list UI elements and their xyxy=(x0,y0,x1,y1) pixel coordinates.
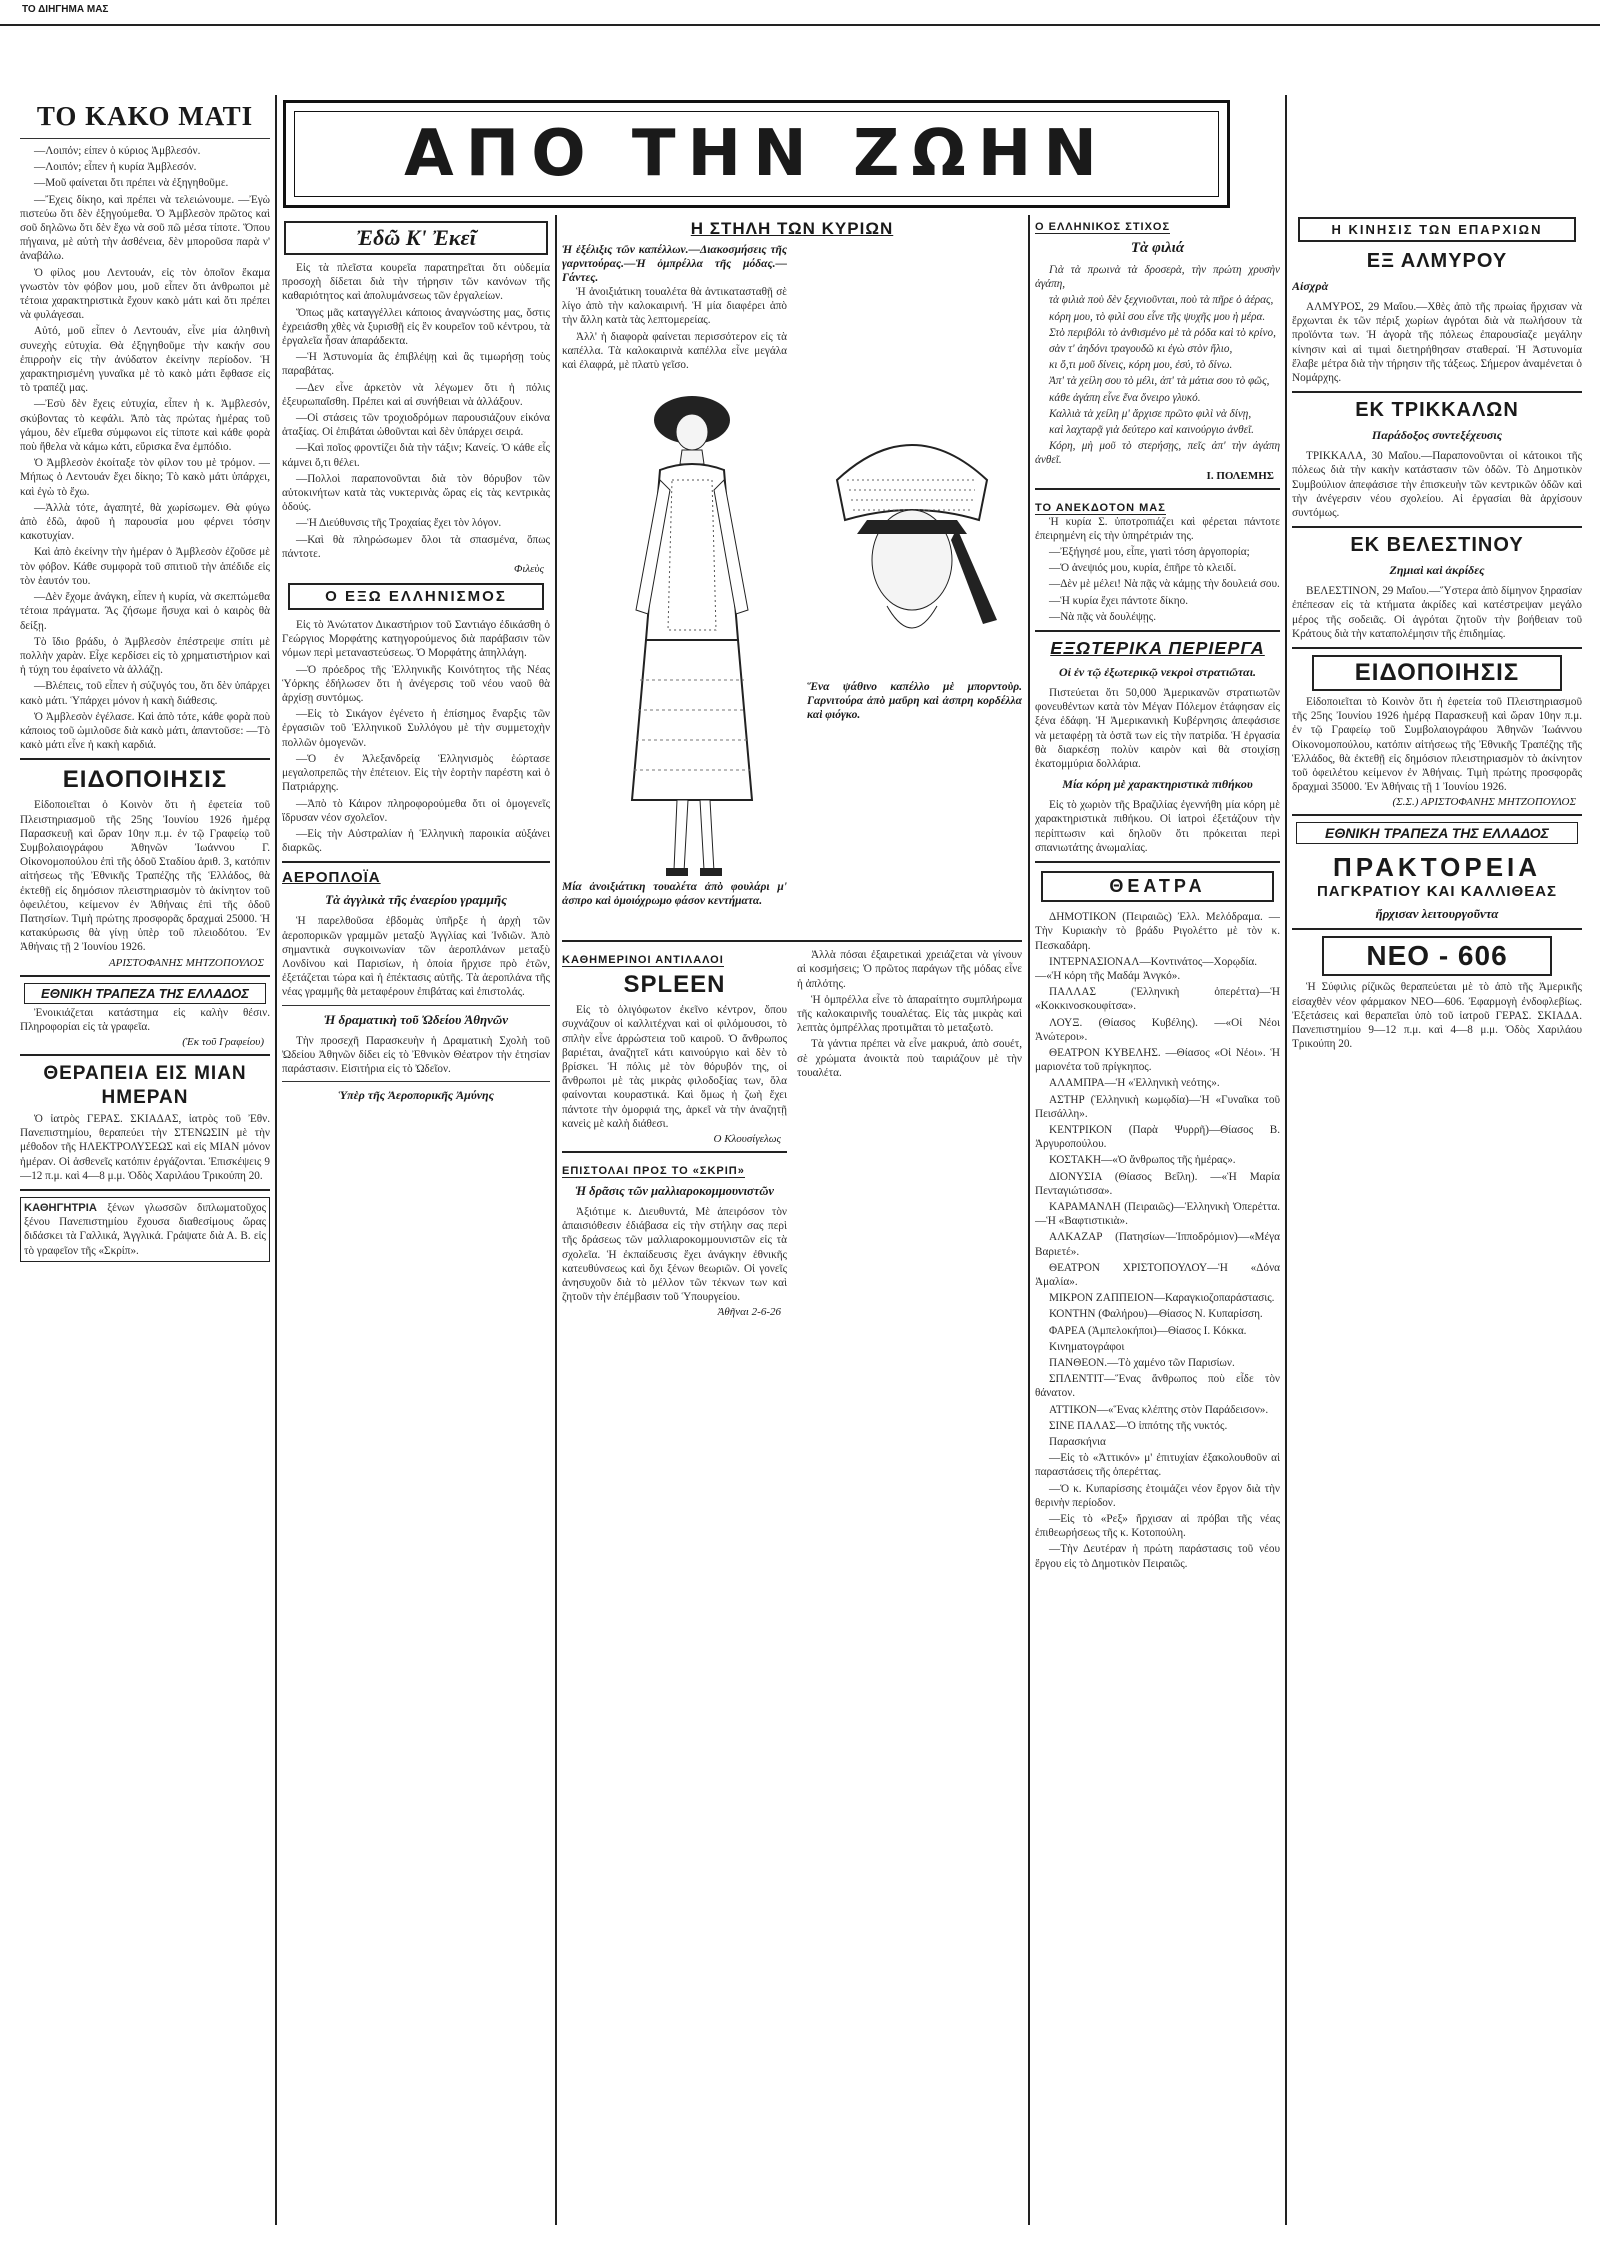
column-3 xyxy=(562,215,1022,2225)
story-paragraph: Τὸ ἴδιο βράδυ, ὁ Ἀμβλεσὸν ἐπέστρεψε σπίτι μὲ πολλὴν χαρὰν. Εἶχε κερδίσει εἰς τὸ χρηματιστήριον καὶ ἡ τύχη του ἐφαίνετο νὰ ἀλλάζῃ. xyxy=(20,635,270,677)
column-2 xyxy=(282,215,550,2225)
theatre-listing: ΑΣΤΗΡ (Ἑλληνικὴ κωμῳδία)—Ἡ «Γυναῖκα τοῦ Πεισάλλη». xyxy=(1035,1093,1280,1120)
exo-paragraph: —Εἰς τὸ Σικάγον ἐγένετο ἡ ἐπίσημος ἔναρξις τῶν ἐργασιῶν τοῦ Ἑλληνικοῦ Συλλόγου μὲ τὴν συμμετοχὴν πολλῶν ὁμογενῶν. xyxy=(282,708,550,749)
edo-kek-paragraph: —Δεν εἶνε ἀρκετὸν νὰ λέγωμεν ὅτι ἡ πόλις ἐξευρωπαΐσθη. Πρέπει καὶ αἱ συνήθειαι νὰ ἀλλάξουν. xyxy=(282,381,550,408)
divider xyxy=(20,975,270,977)
divider xyxy=(1292,928,1582,930)
theatre-listing: —Τὴν Δευτέραν ἡ πρώτη παράστασις τοῦ νέου ἔργου εἰς τὸ Δημοτικὸν Πειραιῶς. xyxy=(1035,1543,1280,1570)
theatre-listing: —Εἰς τὸ «Ἀττικόν» μ' ἐπιτυχίαν ἐξακολουθοῦν αἱ παραστάσεις τῆς ὀπερέττας. xyxy=(1035,1452,1280,1479)
right-lower xyxy=(797,948,1022,1322)
edo-kek-paragraph: —Καὶ θὰ πληρώσωμεν ὅλοι τὰ σπασμένα, ὅπως πάντοτε. xyxy=(282,533,550,560)
spleen-title: SPLEEN xyxy=(623,971,726,999)
neo606-text: Ἡ Σύφιλις ρίζικῶς θεραπεύεται μὲ τὸ ἀπὸ τῆς Ἀμερικῆς εἰσαχθὲν νέον φάρμακον ΝΕΟ—606. Ἐφαρμογὴ ἐνδοφλεβίως. Ἐξετάσεις καὶ θεραπεῖαι ὑπὸ τοῦ ἰατροῦ ΓΕΡΑΣ. ΣΚΙΑΔΑ. Πανεπιστημίου 9—12 π.μ. καὶ 4—8 μ.μ. Ὁδὸς Χαριλάου Τρικούπη 20. xyxy=(1292,981,1582,1051)
column-4 xyxy=(1035,215,1280,2225)
column-rule xyxy=(1028,215,1030,2225)
theatre-listing: ΘΕΑΤΡΟΝ ΚΥΒΕΛΗΣ. —Θίασος «Οἱ Νέοι». Ἡ μαριονέτα τοῦ πρίγκηπος. xyxy=(1035,1046,1280,1074)
aero-title: ΑΕΡΟΠΛΟΪΑ xyxy=(282,869,381,887)
theatre-listing: Παρασκήνια xyxy=(1049,1436,1106,1448)
poem-line: Κόρη, μὴ μοῦ τὸ στερήσῃς, πεῖς ἀπ' τὴν ἀγάπη ἀνθεῖ. xyxy=(1035,440,1280,467)
ladies-lead-left xyxy=(562,243,787,374)
therapy-title: ΘΕΡΑΠΕΙΑ ΕΙΣ ΜΙΑΝ ΗΜΕΡΑΝ xyxy=(43,1062,247,1108)
edo-kek-title: Ἐδῶ Κ' Ἐκεῖ xyxy=(284,221,548,255)
theatre-listing: ΣΠΛΕΝΤΙΤ—Ἕνας ἄνθρωπος ποὺ εἶδε τὸν θάνατον. xyxy=(1035,1373,1280,1400)
divider xyxy=(20,1189,270,1191)
hat-caption xyxy=(807,680,1022,722)
theatre-listing: ΚΑΡΑΜΑΝΛΗ (Πειραιῶς)—Ἑλληνικὴ Ὀπερέττα. —Ἡ «Βαφτιστικιὰ». xyxy=(1035,1200,1280,1228)
tutor-ad xyxy=(20,1197,270,1262)
divider xyxy=(282,861,550,863)
theatre-listing: ΛΟΥΞ. (Θίασος Κυβέλης). —«Οἱ Νέοι Ἀνώτεροι». xyxy=(1035,1016,1280,1043)
edo-kek-paragraph: Εἰς τὰ πλεῖστα κουρεῖα παρατηρεῖται ὅτι οὐδεμία προσοχὴ δίδεται διὰ τὴν τήρησιν τῶν κανόνων τῆς καθαριότητος καὶ ἀπολυμάνσεως τῶν ἐργαλείων. xyxy=(282,262,550,303)
notice-text: Εἰδοποιεῖται ὁ Κοινὸν ὅτι ἡ ἐφετεία τοῦ Πλειστηριασμοῦ τῆς 25ης Ἰουνίου 1926 ἡμέρᾳ Παρασκευῇ καὶ ὥραν 10ην π.μ. ἐν τῷ Γραφείῳ τοῦ Συμβολαιογράφου Ἀθηνῶν Ἰωάννου Γ. Οἰκονομοπούλου ἐπὶ τῆς ὁδοῦ Σταδίου ἀριθ. 3, κατόπιν αἰτήσεως τῆς Ἐθνικῆς Τραπέζης τῆς Ἑλλάδος, θὰ ἐκτεθῇ εἰς δημόσιον πλειστηριασμὸν τὸ ἀκίνητον τοῦ ὀφειλέτου, κείμενον ἐν Ἀθήναις ἐπὶ τῆς ὁδοῦ Πατησίων. Τιμὴ πρώτης προσφορᾶς δραχμαὶ 25000. Ἡ κατακύρωσις θὰ γίνῃ ὑπὲρ τοῦ πλειοδότου. Ἐν Ἀθήναις τῇ 2 Ἰουνίου 1926. xyxy=(20,799,270,954)
theatre-listing: —Ὁ κ. Κυπαρίσσης ἑτοιμάζει νέον ἔργον διὰ τὴν θερινὴν περίοδον. xyxy=(1035,1482,1280,1509)
poem-line: σὰν τ' ἀηδόνι τραγουδῶ κι ἐγὼ στὸν ἥλιο, xyxy=(1049,343,1233,356)
poem-line: τὰ φιλιὰ ποὺ δὲν ξεχνιοῦνται, ποὺ τὰ πῆρε ὁ ἀέρας, xyxy=(1049,294,1274,307)
agencies-title: ΠΡΑΚΤΟΡΕΙΑ xyxy=(1332,852,1542,883)
story-paragraph: Καὶ ἀπὸ ἐκείνην τὴν ἡμέραν ὁ Ἀμβλεσὸν ἐζοῦσε μὲ τὸν φόβον. Κάθε συμφορὰ τοῦ σπιτιοῦ τὴν ἀπέδιδε εἰς τὸν ἑαυτόν του. xyxy=(20,546,270,587)
theatre-listing: ΑΛΑΜΠΡΑ—Ἡ «Ἑλληνικὴ νεότης». xyxy=(1049,1077,1220,1090)
theatre-listing: ΙΝΤΕΡΝΑΣΙΟΝΑΛ—Κοντινάτος—Χορῳδία. —«Ἡ κόρη τῆς Μαδάμ Ἀνγκό». xyxy=(1035,955,1258,982)
column-1 xyxy=(20,95,270,2225)
notice-body-right xyxy=(1292,695,1582,794)
divider xyxy=(1035,488,1280,490)
story-body xyxy=(20,144,270,752)
exo-paragraph: —Εἰς τὴν Αὐστραλίαν ἡ Ἑλληνικὴ παροικία αὐξάνει διαρκῶς. xyxy=(282,827,550,855)
lower-row xyxy=(562,948,1022,1322)
theatre-listing: ΜΙΚΡΟΝ ΖΑΠΠΕΙΟΝ—Καραγκιοζοπαράστασις. xyxy=(1049,1292,1275,1305)
exo-paragraph: —Ὁ πρόεδρος τῆς Ἑλληνικῆς Κοινότητος τῆς Νέας Ὑόρκης ἐδήλωσεν ὅτι ἡ ἀνέγερσις τοῦ νέου ναοῦ θὰ ἀρχίσῃ συντόμως. xyxy=(282,663,550,705)
bank-notice xyxy=(20,1006,270,1034)
theatre-listing: ΔΗΜΟΤΙΚΟΝ (Πειραιῶς) Ἐλλ. Μελόδραμα. —Τὴν Κυριακὴν τὸ βράδυ Ριγολέττο μὲ τὸν κ. Πεσκαδάρη. xyxy=(1035,911,1280,952)
notice-signature-right: (Σ.Σ.) ΑΡΙΣΤΟΦΑΝΗΣ ΜΗΤΖΟΠΟΥΛΟΣ xyxy=(1392,796,1576,809)
anecdote-line: —Δὲν μὲ μέλει! Νὰ πᾷς νὰ κάμῃς τὴν δουλειά σου. xyxy=(1049,578,1280,591)
poem-body xyxy=(1035,263,1280,468)
divider xyxy=(1292,526,1582,528)
theatre-listing: ΚΟΝΤΗΝ (Φαλήρου)—Θίασος Ν. Κυπαρίσση. xyxy=(1049,1308,1263,1321)
almyros-title: ΕΞ ΑΛΜΥΡΟΥ xyxy=(1366,250,1508,272)
story-title: ΤΟ ΚΑΚΟ ΜΑΤΙ xyxy=(36,101,254,131)
trikala-body xyxy=(1292,449,1582,520)
velestino-text: ΒΕΛΕΣΤΙΝΟΝ, 29 Μαΐου.—Ὕστερα ἀπὸ δίμηνον ξηρασίαν ἐπέπεσαν εἰς τὰ κτήματα ἀκρίδες καὶ κατέστρεψαν μεγάλο μέρος τῆς σοδειᾶς. Οἱ ἀγρόται ζητοῦν τὴν βοήθειαν τοῦ Κράτους διὰ τὴν καταπολέμησιν τῆς ἐπιδημίας. xyxy=(1292,585,1582,640)
edo-kek-paragraph: —Ἡ Διεύθυνσις τῆς Τροχαίας ἔχει τὸν λόγον. xyxy=(296,517,502,530)
notice-body xyxy=(20,798,270,954)
theatre-listing: ΚΕΝΤΡΙΚΟΝ (Παρὰ Ψυρρῆ)—Θίασος Β. Ἀργυροπούλου. xyxy=(1035,1123,1280,1151)
divider xyxy=(282,1005,550,1006)
agencies-sub: ΠΑΓΚΡΑΤΙΟΥ ΚΑΙ ΚΑΛΛΙΘΕΑΣ xyxy=(1316,883,1558,901)
theatre-listing: ΦΑΡΕΑ (Ἀμπελοκήποι)—Θίασος Ι. Κόκκα. xyxy=(1049,1324,1247,1337)
odeio-body xyxy=(282,1034,550,1077)
ladies-lead: Ἡ ἐξέλιξις τῶν καπέλλων.—Διακοσμήσεις τῆς γαρνιτούρας.—Ἡ ὀμπρέλλα τῆς μόδας.—Γάντες. xyxy=(562,244,787,284)
theatre-listing: —Εἰς τὸ «Ρεξ» ἤρχισαν αἱ πρόβαι τῆς νέας ἐπιθεωρήσεως τῆς κ. Κοτοπούλη. xyxy=(1035,1513,1280,1540)
notice-title-right: ΕΙΔΟΠΟΙΗΣΙΣ xyxy=(1312,655,1562,691)
exo-ellinismos-body xyxy=(282,618,550,855)
exotic-text-1: Πιστεύεται ὅτι 50,000 Ἀμερικανῶν στρατιωτῶν φονευθέντων κατὰ τὸν Μέγαν Πόλεμον ἐτάφησαν εἰς ξένα ἐδάφη. Ἡ Ἀμερικανικὴ Κυβέρνησις ἀπεφάσισε νὰ μεταφέρῃ τὰ ὀστᾶ των εἰς τὴν πατρίδα. Ἡ ἐργασία θὰ διαρκέσῃ πολὺν καιρὸν καὶ θὰ στοιχίσῃ ἑκατομμύρια δολλάρια. xyxy=(1035,687,1280,771)
bank-name-right: ΕΘΝΙΚΗ ΤΡΑΠΕΖΑ ΤΗΣ ΕΛΛΑΔΟΣ xyxy=(1296,822,1578,844)
greek-verse-kicker: Ο ΕΛΛΗΝΙΚΟΣ ΣΤΙΧΟΣ xyxy=(1035,221,1171,233)
divider xyxy=(20,758,270,760)
poem-line: Ἀπ' τὰ χείλη σου τὸ μέλι, ἀπ' τὰ μάτια σου τὸ φῶς, xyxy=(1049,375,1270,388)
provinces-title: Η ΚΙΝΗΣΙΣ ΤΩΝ ΕΠΑΡΧΙΩΝ xyxy=(1298,217,1576,242)
bank-name: ΕΘΝΙΚΗ ΤΡΑΠΕΖΑ ΤΗΣ ΕΛΛΑΔΟΣ xyxy=(24,983,266,1004)
divider xyxy=(1035,630,1280,632)
column-rule xyxy=(1285,95,1287,2225)
hat-illustration xyxy=(807,410,1017,650)
ladies-extra-para: Τὰ γάντια πρέπει νὰ εἶνε μακρυά, ἀπὸ σουέτ, σὲ χρώματα ἀνοικτὰ ποὺ ταιριάζουν μὲ τὴν τουαλέτα. xyxy=(797,1038,1022,1079)
divider xyxy=(1292,391,1582,393)
neo606-body xyxy=(1292,980,1582,1051)
velestino-sub: Ζημιαὶ καὶ ἀκρίδες xyxy=(1389,563,1485,578)
divider xyxy=(562,940,1022,942)
poem-line: Στὸ περιβόλι τὸ ἀνθισμένο μὲ τὰ ρόδα καὶ τὸ κρίνο, xyxy=(1049,326,1276,339)
divider xyxy=(20,1054,270,1056)
story-paragraph: —Ἐσὺ δὲν ἔχεις εὐτυχία, εἶπεν ἡ κ. Ἀμβλεσόν, σκύβοντας τὸ κεφάλι. Ἀπὸ τὰς πρώτας ἡμέρας τοῦ γάμου, δὲν εἴμεθα σύμφωνοι εἰς τίποτε καὶ κάθε φορὰ ποὺ ἤθελα νὰ κάμω κάτι, εὕρισκα ἕνα ἐμπόδιο. xyxy=(20,398,270,454)
divider xyxy=(562,1151,787,1153)
masthead-left-kicker: ΤΟ ΔΙΗΓΗΜΑ ΜΑΣ xyxy=(22,4,109,15)
trikala-sub: Παράδοξος συντεξέχευσις xyxy=(1371,428,1503,443)
letters-kicker: ΕΠΙΣΤΟΛΑΙ ΠΡΟΣ ΤΟ «ΣΚΡΙΠ» xyxy=(562,1165,745,1178)
aeroporiki-footer: Ὑπὲρ τῆς Ἀεροπορικῆς Ἀμύνης xyxy=(338,1088,494,1103)
story-paragraph: Ὁ φίλος μου Λεντουάν, εἰς τὸν ὁποῖον ἔκαμα γνωστὸν τὸν φόβον μου, μοῦ εἶπεν ὅτι ἀνθρωποι μὲ τέτοια χαρακτηριστικὰ ἔχουν κακὸ μάτι καὶ ὅτι πρέπει νὰ φυλάγεσαι. xyxy=(20,266,270,322)
aero-text: Ἡ παρελθοῦσα ἑβδομὰς ὑπῆρξε ἡ ἀρχὴ τῶν ἀεροπορικῶν γραμμῶν μεταξὺ Ἀγγλίας καὶ Ἰνδιῶν. Ἀπὸ σημαντικὰ συγκοινωνίαν τῶν ἀεροπλάνων μεταξὺ Λονδίνου καὶ Παρισίων, ἡ ὁποία ἤρχισε πρὸ ἐτῶν, ἐξετάζεται τώρα καὶ ἡ ἐπέκτασις αὐτῆς. Τὰ ἀεροπλάνα τῆς νέας γραμμῆς θὰ μεταφέρουν ἐπιβάτας καὶ ἐπιστολάς. xyxy=(282,915,550,999)
story-paragraph: —Δὲν ἔχομε ἀνάγκη, εἶπεν ἡ κυρία, νὰ σκεπτώμεθα τέτοια πράγματα. Ἂς ζήσωμε ἥσυχα καὶ ὁ καιρὸς θὰ δείξῃ. xyxy=(20,591,270,632)
story-paragraph: —Μοῦ φαίνεται ὅτι πρέπει νὰ ἐξηγηθοῦμε. xyxy=(34,177,229,190)
theatre-listing: ΣΙΝΕ ΠΑΛΑΣ—Ὁ ἱππότης τῆς νυκτός. xyxy=(1049,1419,1228,1432)
poem-line: κόρη μου, τὸ φιλὶ σου εἶνε τῆς ψυχῆς μου ἡ μέρα. xyxy=(1049,310,1266,323)
ladies-extra-para: Ἡ ὀμπρέλλα εἶνε τὸ ἀπαραίτητο συμπλήρωμα τῆς καλοκαιρινῆς τουαλέτας. Εἰς τὰς μικρὰς καὶ λεπτὰς ὀμπρέλλας προτιμᾶται τὸ μεταξωτὸ. xyxy=(797,993,1022,1035)
poem-line: καὶ λαχταρᾷ γιὰ δεύτερο καὶ καινούργιο ἀνθεῖ. xyxy=(1049,424,1254,437)
divider xyxy=(20,138,270,139)
tutor-ad-text: ξένων γλωσσῶν διπλωματοῦχος ξένου Πανεπιστημίου ἔχουσα διαθεσίμους ὥρας διδάσκει τὰ Γαλλικά, Ἀγγλικά. Γράψατε διὰ Α. Β. εἰς τὸ γραφεῖον τῆς «Σκρίπ». xyxy=(24,1201,266,1257)
letters-signature: Ἀθῆναι 2-6-26 xyxy=(717,1306,781,1319)
banner-title: ΑΠΟ ΤΗΝ ΖΩΗΝ xyxy=(404,117,1109,191)
letters-body xyxy=(562,1205,787,1304)
story-paragraph: —Βλέπεις, τοῦ εἶπεν ἡ σύζυγός του, ὅτι δὲν ὑπάρχει κακὸ μάτι. Ὑπάρχει μόνον ἡ κακὴ διάθεσις. xyxy=(20,680,270,707)
newspaper-page xyxy=(20,95,1585,2225)
anecdote-body xyxy=(1035,515,1280,624)
edo-kek-paragraph: —Ἡ Ἀστυνομία ἂς ἐπιβλέψῃ καὶ ἂς τιμωρήσῃ τοὺς παραβάτας. xyxy=(282,351,550,378)
theatre-listing: ΠΑΝΘΕΟΝ.—Τὸ χαμένο τῶν Παρισίων. xyxy=(1049,1356,1235,1369)
exotic-body-2 xyxy=(1035,798,1280,855)
theatre-listing: ΠΑΛΛΑΣ (Ἑλληνικὴ ὀπερέττα)—Ἡ «Κοκκινοσκουφίτσα». xyxy=(1035,986,1280,1013)
exotic-sub-1: Οἱ ἐν τῷ ἐξωτερικῷ νεκροὶ στρατιῶται. xyxy=(1058,665,1257,680)
story-paragraph: —Ἀλλὰ τότε, ἀγαπητέ, θὰ χωρίσωμεν. Θὰ φύγω ἀπὸ ἐδῶ, ἀφοῦ ἡ παρουσία μου φέρνει τόσην κακοτυχίαν. xyxy=(20,501,270,543)
spleen-body xyxy=(562,1003,787,1131)
ladies-column-title: Η ΣΤΗΛΗ ΤΩΝ ΚΥΡΙΩΝ xyxy=(690,219,894,238)
bank-notice-text: Ἐνοικιάζεται κατάστημα εἰς καλὴν θέσιν. Πληροφορίαι εἰς τὰ γραφεῖα. xyxy=(20,1006,270,1033)
exotic-sub-2: Μία κόρη μὲ χαρακτηριστικὰ πιθήκου xyxy=(1062,777,1253,792)
edo-kek-paragraph: —Πολλοὶ παραπονοῦνται διὰ τὸν θόρυβον τῶν αὐτοκινήτων κατὰ τὰς νυκτερινὰς ὥρας εἰς τὰς κεντρικὰς ὁδούς. xyxy=(282,472,550,514)
exotic-body-1 xyxy=(1035,686,1280,771)
theatre-listing: ΔΙΟΝΥΣΙΑ (Θίασος Βεΐλη). —«Ἡ Μαρία Πενταγιώτισσα». xyxy=(1035,1170,1280,1197)
almyros-body xyxy=(1292,300,1582,385)
hat-caption-text: Ἕνα ψάθινο καπέλλο μὲ μπορντοὺρ. Γαρνιτούρα ἀπὸ μαῦρη καὶ ἀσπρη κορδέλλα καὶ φιόγκο. xyxy=(807,681,1022,722)
anecdote-line: Ἡ κυρία Σ. ὑποτροπιάζει καὶ φέρεται πάντοτε ἐπειρημένη εἰς τὴν ὑπηρέτριάν της. xyxy=(1035,515,1280,542)
column-5 xyxy=(1292,95,1582,2225)
divider xyxy=(1292,647,1582,649)
column-rule xyxy=(275,95,277,2225)
exotic-title: ΕΞΩΤΕΡΙΚΑ ΠΕΡΙΕΡΓΑ xyxy=(1050,638,1265,659)
poem-line: Γιὰ τὰ πρωινὰ τὰ δροσερὰ, τὴν πρώτη χρυσὴν ἀγάπη, xyxy=(1035,264,1280,291)
almyros-sub: Αἰσχρὰ xyxy=(1292,279,1329,293)
anecdote-line: —Ἐξήγησέ μου, εἶπε, γιατὶ τόση ἀργοπορία; xyxy=(1049,546,1250,559)
notice-signature: ΑΡΙΣΤΟΦΑΝΗΣ ΜΗΤΖΟΠΟΥΛΟΣ xyxy=(108,956,264,969)
velestino-body xyxy=(1292,584,1582,641)
edo-kek-signature: Φιλεὺς xyxy=(513,563,544,576)
divider xyxy=(1035,861,1280,863)
exo-paragraph: Εἰς τὸ Ἀνώτατον Δικαστήριον τοῦ Σαντιάγο ἐδικάσθη ὁ Γεώργιος Μορφάτης κατηγορούμενος διὰ παράβασιν τῶν νόμων περὶ μεταναστεύσεως. Ὁ Μορφάτης ἀπηλλάγη. xyxy=(282,619,550,660)
story-paragraph: —Λοιπόν; εἶπεν ἡ κυρία Ἀμβλεσόν. xyxy=(34,161,197,174)
theatre-listing: ΑΛΚΑΖΑΡ (Πατησίων—Ἰπποδρόμιον)—«Μέγα Βαριετέ». xyxy=(1035,1231,1280,1258)
anecdote-kicker: ΤΟ ΑΝΕΚΔΟΤΟΝ ΜΑΣ xyxy=(1035,501,1166,514)
masthead-strip xyxy=(0,0,1600,26)
spleen-text: Εἰς τὸ ὀλιγόφωτον ἐκεῖνο κέντρον, ὅπου συχνάζουν οἱ καλλιτέχναι καὶ οἱ φιλόμουσοι, τὸ σπλὴν εἶνε ἀρρώστεια τοῦ καιροῦ. Ὁ ἄνθρωπος βαριέται, ἀναζητεῖ κάτι καινούργιο καὶ δὲν τὸ βρίσκει. Ἡ πόλις μὲ τὸν θόρυβόν της, οἱ ἄνθρωποι μὲ τὰς μικρὰς φιλοδοξίας των, ὅλα φαίνονται κουραστικά. Καὶ ὅμως ἡ ζωὴ ἔχει πάντοτε τὴν ὀμορφιά της, ἀρκεῖ νὰ τὴν ἀναζητῇ κανεὶς μὲ καλὴ διάθεσι. xyxy=(562,1004,787,1130)
theatres-body xyxy=(1035,910,1280,1571)
ladies-extra-para: Ἀλλὰ πόσαι ἐξαιρετικαὶ χρειάζεται νὰ γίνουν αἱ κοσμήσεις; Ὁ πρῶτος παράγων τῆς μόδας εἶνε ἡ ἁπλότης. xyxy=(797,949,1022,990)
theatre-listing: ΘΕΑΤΡΟΝ ΧΡΙΣΤΟΠΟΥΛΟΥ—Ἡ «Δόνα Ἀμαλία». xyxy=(1035,1261,1280,1288)
aero-subtitle: Τὰ ἀγγλικὰ τῆς ἐναερίου γραμμῆς xyxy=(325,892,507,908)
ladies-paragraph: Ἀλλ' ἡ διαφορὰ φαίνεται περισσότερον εἰς τὰ καπέλλα. Τὰ καλοκαιρινὰ καπέλλα εἶνε μεγάλα καὶ ἐλαφρά, μὲ πλατὺ γεῖσο. xyxy=(562,330,787,372)
story-paragraph: Ὁ Ἀμβλεσὸν ἐγέλασε. Καὶ ἀπὸ τότε, κάθε φορὰ ποὺ κάποιος τοῦ ὡμιλοῦσε διὰ κακὸ μάτι, ἀπαντοῦσε: —Τὸ κακὸ μάτι εἶνε ἡ κακὴ καρδιά. xyxy=(20,710,270,752)
spleen-kicker: ΚΑΘΗΜΕΡΙΝΟΙ ΑΝΤΙΛΑΛΟΙ xyxy=(562,954,724,967)
notice-title: ΕΙΔΟΠΟΙΗΣΙΣ xyxy=(62,766,228,794)
column-rule xyxy=(555,215,557,2225)
velestino-title: ΕΚ ΒΕΛΕΣΤΙΝΟΥ xyxy=(1350,534,1524,557)
divider xyxy=(1292,814,1582,816)
divider xyxy=(282,1081,550,1082)
theatre-listing: ΚΟΣΤΑΚΗ—«Ὁ ἄνθρωπος τῆς ἡμέρας». xyxy=(1049,1154,1236,1167)
ladies-extra xyxy=(797,948,1022,1080)
letters-title: Ἡ δρᾶσις τῶν μαλλιαροκομμουνιστῶν xyxy=(575,1184,774,1199)
theatre-listing: ΑΤΤΙΚΟΝ—«Ἕνας κλέπτης στὸν Παράδεισον». xyxy=(1049,1403,1269,1416)
aero-body xyxy=(282,914,550,999)
poem-title: Τὰ φιλιά xyxy=(1130,240,1185,256)
edo-kek-paragraph: —Οἱ στάσεις τῶν τροχιοδρόμων παρουσιάζουν εἰκόνα ἀταξίας. Οἱ ἐπιβάται ὠθοῦνται καὶ δὲν ὑπάρχει σειρά. xyxy=(282,412,550,439)
anecdote-line: —Ὁ ἀνεψιός μου, κυρία, ἐπῆρε τὸ κλειδί. xyxy=(1049,562,1237,575)
poem-line: κάθε ἀγάπη εἶνε ἕνα ὄνειρο γλυκό. xyxy=(1049,391,1201,404)
anecdote-line: —Ἡ κυρία ἔχει πάντοτε δίκηο. xyxy=(1049,594,1189,607)
trikala-text: ΤΡΙΚΚΑΛΑ, 30 Μαΐου.—Παραπονοῦνται οἱ κάτοικοι τῆς πόλεως διὰ τὴν κακὴν κατάστασιν τῶν ὁδῶν. Τὸ Δημοτικὸν Συμβούλιον ἀπεφάσισε τὴν ἐπισκευὴν τῶν κεντρικῶν ὁδῶν καὶ τὴν ἀνέγερσιν νέου σχολείου. Αἱ ἐργασίαι θὰ ἀρχίσουν συντόμως. xyxy=(1292,450,1582,520)
edo-kek-paragraph: Ὅπως μᾶς καταγγέλλει κάποιος ἀναγνώστης μας, ὅστις ἐχρειάσθη χθὲς νὰ ξυρισθῇ εἰς ἓν κουρεῖον τοῦ κέντρου, τὰ ἐργαλεῖα ἦσαν ἀπαράδεκτα. xyxy=(282,306,550,348)
almyros-text: ΑΛΜΥΡΟΣ, 29 Μαΐου.—Χθὲς ἀπὸ τῆς πρωίας ἤρχισαν νὰ ἔρχωνται ἐκ τῶν πέριξ χωρίων ἀγρόται διὰ νὰ πωλήσουν τὰ προϊόντα των. Ἡ ἀγορὰ τῆς πόλεως ἐπαρουσίαζε μεγάλην κίνησιν καὶ αἱ τιμαὶ διετηρήθησαν σταθεραί. Ἡ Ἀστυνομία ἔλαβε μέτρα διὰ τὴν τήρησιν τῆς τάξεως. Σήμερον ἀναμένεται ὁ Νομάρχης. xyxy=(1292,301,1582,385)
therapy-text: Ὁ ἰατρὸς ΓΕΡΑΣ. ΣΚΙΑΔΑΣ, ἰατρὸς τοῦ Ἐθν. Πανεπιστημίου, θεραπεύει τὴν ΣΤΕΝΩΣΙΝ μὲ τὴν μέθοδον τῆς ΗΛΕΚΤΡΟΛΥΣΕΩΣ καὶ εἰς ΜΙΑΝ μόνον ἡμέραν. Οἱ ἀσθενεῖς κατόπιν ἐργάζονται. Ἐπισκέψεις 9—12 π.μ. καὶ 4—8 μ.μ. Ὁδὸς Χαριλάου Τρικούπη 20. xyxy=(20,1112,270,1182)
exotic-text-2: Εἰς τὸ χωριὸν τῆς Βραζιλίας ἐγεννήθη μία κόρη μὲ χαρακτηριστικὰ πιθήκου. Οἱ ἰατροὶ ἐξετάζουν τὴν περίπτωσιν καὶ δηλοῦν ὅτι πρόκειται περὶ σπανιωτάτης ἀνωμαλίας. xyxy=(1035,799,1280,854)
letters-text: Ἀξιότιμε κ. Διευθυντά, Μὲ ἀπειρόσον τὸν ἀπαισιόθεσιν ἐδιάβασα εἰς τὴν στήλην σας περὶ τῆς δράσεως τῶν μαλλιαροκομμουνιστῶν εἰς τὰ σχολεῖα. Ἡ ἐκπαίδευσις ἔχει ἀνάγκην ἐθνικῆς κατευθύνσεως καὶ ὄχι ξένων θεωριῶν. Οἱ γονεῖς ἀνησυχοῦν διὰ τὸ μέλλον τῶν τέκνων των καὶ ζητοῦν τὴν ἐπέμβασιν τοῦ Ὑπουργείου. xyxy=(562,1206,787,1304)
theatres-title: ΘΕΑΤΡΑ xyxy=(1041,871,1274,902)
dress-caption xyxy=(562,880,787,908)
notice-text-right: Εἰδοποιεῖται τὸ Κοινὸν ὅτι ἡ ἐφετεία τοῦ Πλειστηριασμοῦ τῆς 25ης Ἰουνίου 1926 ἡμέρᾳ Παρασκευῇ καὶ ὥραν 10ην π.μ. ἐν τῷ Γραφείῳ τοῦ Συμβολαιογράφου Ἀθηνῶν Ἰωάννου Οἰκονομοπούλου, κατόπιν αἰτήσεως τῆς Ἐθνικῆς Τραπέζης τῆς Ἑλλάδος, θὰ ἐκτεθῇ εἰς δημόσιον πλειστηριασμὸν τὸ ἀκίνητον τοῦ ὀφειλέτου κείμενον ἐν Ἀθήναις. Τιμὴ πρώτης προσφορᾶς δραχμαὶ 35000. Ἐν Ἀθήναις τῇ 1 Ἰουνίου 1926. xyxy=(1292,696,1582,794)
poem-signature: Ι. ΠΟΛΕΜΗΣ xyxy=(1206,469,1274,482)
poem-line: Καλλιὰ τὰ χείλη μ' ἄρχισε πρῶτο φιλὶ νὰ δίνῃ, xyxy=(1049,407,1252,420)
exo-ellinismos-title: Ο ΕΞΩ ΕΛΛΗΝΙΣΜΟΣ xyxy=(288,583,544,610)
story-paragraph: —Λοιπόν; είπεν ὁ κύριος Ἀμβλεσόν. xyxy=(34,145,201,157)
story-paragraph: Ὁ Ἀμβλεσὸν ἐκοίταξε τὸν φίλον του μὲ τρόμον. —Μήπως ὁ Λεντουάν ἔχει δίκηο; Τὸ κακὸ μάτι ὑπάρχει, καὶ ἐγὼ τὸ ἔχω. xyxy=(20,457,270,498)
edo-kek-paragraph: —Καὶ ποῖος φροντίζει διὰ τὴν τάξιν; Κανείς. Ὁ κάθε εἷς κάμνει ὅ,τι θέλει. xyxy=(282,442,550,469)
theatre-listing: Κινηματογράφοι xyxy=(1049,1340,1125,1353)
spleen-signature: Ο Κλουσίγελως xyxy=(713,1133,781,1146)
agencies-note: ἤρχισαν λειτουργοῦντα xyxy=(1375,906,1499,922)
ladies-lead-row xyxy=(562,243,1022,374)
dress-caption-text: Μία ἀνοιξιάτικη τουαλέτα ἀπὸ φουλάρι μ' ἀσπρο καὶ ὁμοιόχρωμο φάσον κεντήματα. xyxy=(562,881,787,908)
ladies-paragraph: Ἡ ἀνοιξιάτικη τουαλέτα θὰ ἀντικατασταθῇ σὲ λίγο ἀπὸ τὴν καλοκαιρινή. Ἡ μία διαφέρει ἀπὸ τὴν ἄλλη κατὰ τὰς λεπτομερείας. xyxy=(562,286,787,327)
spleen-section xyxy=(562,948,787,1322)
exo-paragraph: —Ἀπὸ τὸ Κάιρον πληροφορούμεθα ὅτι οἱ ὁμογενεῖς ἵδρυσαν νέον σχολεῖον. xyxy=(282,797,550,824)
story-paragraph: —Ἔχεις δίκηο, καὶ πρέπει νὰ τελειώνουμε. —Ἐγὼ πιστεύω ὅτι δὲν ἐξηγούμεθα. Ὁ Ἀμβλεσὸν πρῶτος καὶ σοῦ δηλῶνω ὅτι δὲν ἔχω νὰ σοῦ πῶ μέσα τίποτε. Ὅπου πήγαινα, μὲ αὐτὴ τὴν ἀσθένεια, δὲν μποροῦσα παρὰ ν' ἀναβάλω. xyxy=(20,193,270,263)
anecdote-line: —Νὰ πᾷς νὰ δουλέψῃς. xyxy=(1049,610,1156,623)
neo606-title: ΝΕΟ - 606 xyxy=(1322,936,1552,976)
tutor-ad-title: ΚΑΘΗΓΗΤΡΙΑ xyxy=(24,1201,97,1214)
trikala-title: ΕΚ ΤΡΙΚΚΑΛΩΝ xyxy=(1355,399,1519,422)
bank-signature: (Ἐκ τοῦ Γραφείου) xyxy=(182,1035,264,1048)
edo-kek-body xyxy=(282,261,550,561)
odeio-text: Τὴν προσεχῆ Παρασκευὴν ἡ Δραματικὴ Σχολὴ τοῦ Ὠδείου Ἀθηνῶν δίδει εἰς τὸ Ἐθνικὸν Θέατρον τὴν ἐτησίαν παράστασιν. Εἰσιτήρια εἰς τὸ Ὠδεῖον. xyxy=(282,1034,550,1075)
odeio-title: Ἡ δραματικὴ τοῦ Ὠδείου Ἀθηνῶν xyxy=(323,1011,509,1027)
ladies-body xyxy=(562,285,787,372)
story-paragraph: Αὐτό, μοῦ εἶπεν ὁ Λεντουάν, εἶνε μία ἀληθινὴ συνεχὴς εὐτυχία. Θὰ ἐξηγηθοῦμε τὴν κακήν σου ἐπιρροὴν εἰς τὴν ἀνύδατον ἐκείνην περίοδον. Ἡ χαρακτηρισμένη γυναῖκα μὲ τὸ κακὸ μάτι ἔφθασε εἰς τὸ τραπέζι μας. xyxy=(20,325,270,395)
therapy-body xyxy=(20,1112,270,1183)
exo-paragraph: —Ὁ ἐν Ἀλεξανδρείᾳ Ἑλληνισμὸς ἑώρτασε μεγαλοπρεπῶς τὴν ἐπέτειον. Εἰς τὴν ἑορτὴν παρέστη καὶ ὁ Πατριάρχης. xyxy=(282,752,550,794)
fashion-illustrations xyxy=(562,380,1022,908)
poem-line: κι ὅ,τι μοῦ δίνεις, κόρη μου, ἐσύ, τὸ δίνω. xyxy=(1049,359,1233,372)
dress-illustration xyxy=(592,380,792,890)
ladies-lead-right xyxy=(797,243,1022,374)
